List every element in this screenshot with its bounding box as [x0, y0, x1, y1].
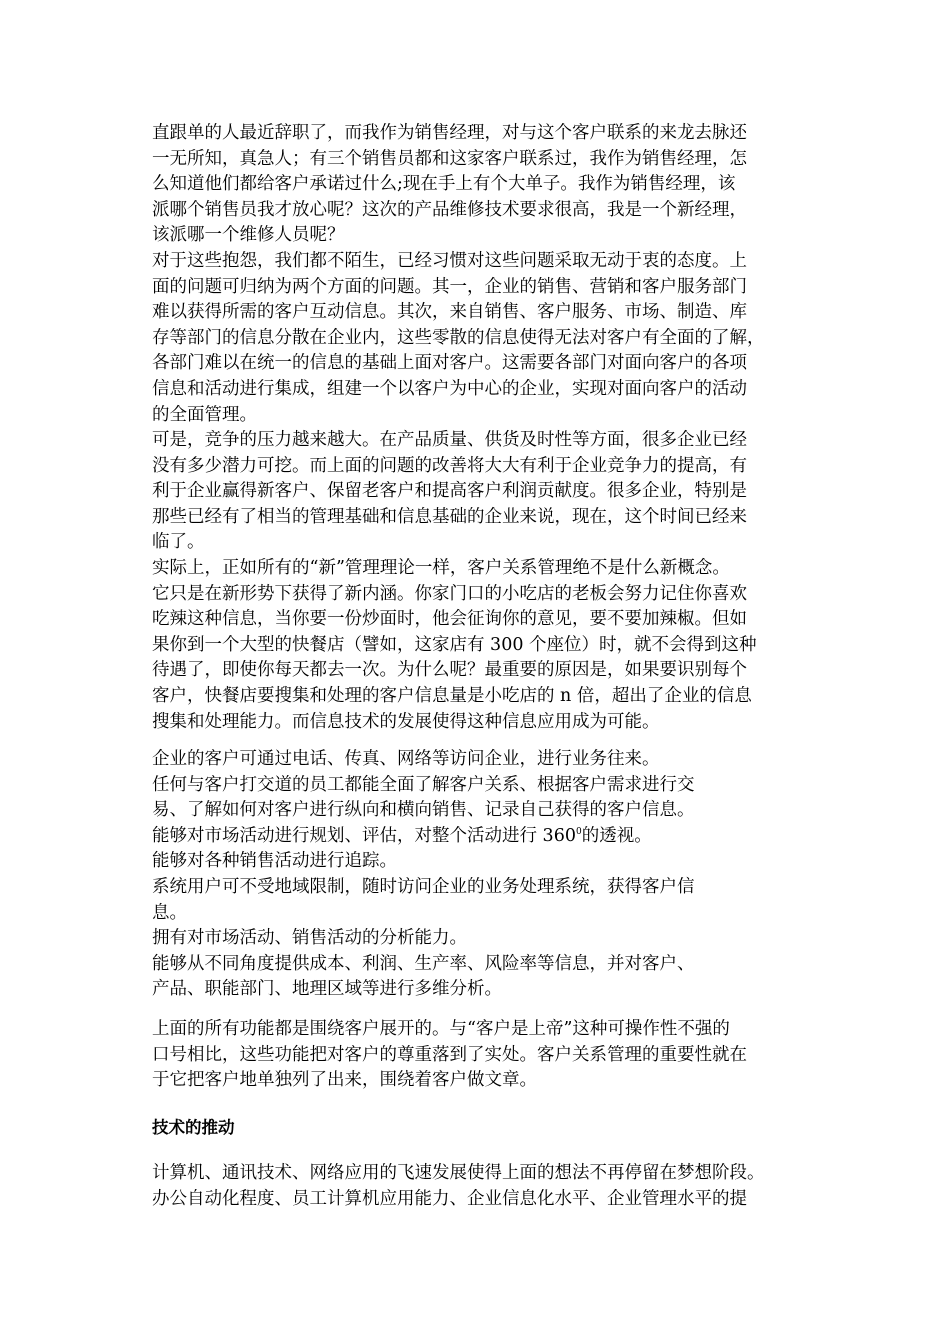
list-item: 产品、职能部门、地理区域等进行多维分析。 [152, 979, 502, 1000]
text-line: 客户，快餐店要搜集和处理的客户信息量是小吃店的 n 倍，超出了企业的信息 [152, 685, 752, 706]
text-line: 它只是在新形势下获得了新内涵。你家门口的小吃店的老板会努力记住你喜欢 [152, 583, 747, 604]
text-line: 果你到一个大型的快餐店（譬如，这家店有 300 个座位）时，就不会得到这种 [152, 634, 757, 655]
list-item: 系统用户可不受地域限制，随时访问企业的业务处理系统，获得客户信 [152, 876, 695, 897]
text-line: 没有多少潜力可挖。而上面的问题的改善将大大有利于企业竞争力的提高，有 [152, 455, 747, 476]
paragraph-concept [152, 556, 832, 735]
degree-superscript: 0 [575, 826, 582, 837]
paragraph-competition [152, 428, 832, 556]
text-line: 么知道他们都给客户承诺过什么;现在手上有个大单子。我作为销售经理，该 [152, 174, 736, 195]
text-line: 派哪个销售员我才放心呢？这次的产品维修技术要求很高，我是一个新经理， [152, 199, 747, 220]
text-line: 办公自动化程度、员工计算机应用能力、企业信息化水平、企业管理水平的提 [152, 1188, 747, 1209]
text-line: 各部门难以在统一的信息的基础上面对客户。这需要各部门对面向客户的各项 [152, 353, 747, 374]
paragraph-technology [152, 1161, 832, 1212]
feature-list [152, 747, 832, 1003]
list-item-tail: 的透视。 [581, 825, 652, 846]
paragraph-problems [152, 249, 832, 428]
text-line: 搜集和处理能力。而信息技术的发展使得这种信息应用成为可能。 [152, 711, 660, 732]
section-heading: 技术的推动 [152, 1118, 235, 1137]
text-line: 一无所知，真急人；有三个销售员都和这家客户联系过，我作为销售经理，怎 [152, 148, 747, 169]
text-line: 实际上，正如所有的“新”管理理论一样，客户关系管理绝不是什么新概念。 [152, 558, 730, 578]
text-line: 临了。 [152, 532, 205, 553]
text-line: 上面的所有功能都是围绕客户展开的。与“客户是上帝”这种可操作性不强的 [152, 1019, 730, 1039]
text-line: 计算机、通讯技术、网络应用的飞速发展使得上面的想法不再停留在梦想阶段。 [152, 1163, 765, 1183]
paragraph-summary [152, 1017, 832, 1094]
text-line: 难以获得所需的客户互动信息。其次，来自销售、客户服务、市场、制造、库 [152, 302, 747, 323]
text-line: 利于企业赢得新客户、保留老客户和提高客户利润贡献度。很多企业，特别是 [152, 481, 747, 502]
text-line: 口号相比，这些功能把对客户的尊重落到了实处。客户关系管理的重要性就在 [152, 1044, 747, 1065]
text-line: 那些已经有了相当的管理基础和信息基础的企业来说，现在，这个时间已经来 [152, 506, 747, 527]
list-item-text: 能够对市场活动进行规划、评估，对整个活动进行 360 [152, 825, 576, 846]
list-item: 能够对各种销售活动进行追踪。 [152, 851, 397, 872]
list-item: 易、了解如何对客户进行纵向和横向销售、记录自己获得的客户信息。 [152, 800, 695, 821]
text-line: 存等部门的信息分散在企业内，这些零散的信息使得无法对客户有全面的了解， [152, 327, 765, 348]
text-line: 于它把客户地单独列了出来，围绕着客户做文章。 [152, 1070, 537, 1091]
list-item: 任何与客户打交道的员工都能全面了解客户关系、根据客户需求进行交 [152, 774, 695, 795]
text-line: 对于这些抱怨，我们都不陌生，已经习惯对这些问题采取无动于衷的态度。上 [152, 251, 747, 271]
text-line: 可是，竞争的压力越来越大。在产品质量、供货及时性等方面，很多企业已经 [152, 430, 747, 450]
list-item: 企业的客户可通过电话、传真、网络等访问企业，进行业务往来。 [152, 749, 660, 769]
paragraph-complaints [152, 121, 832, 249]
text-line: 面的问题可归纳为两个方面的问题。其一，企业的销售、营销和客户服务部门 [152, 276, 747, 297]
text-line: 信息和活动进行集成，组建一个以客户为中心的企业，实现对面向客户的活动 [152, 378, 747, 399]
text-line: 的全面管理。 [152, 404, 257, 425]
list-item [152, 824, 832, 850]
list-item: 能够从不同角度提供成本、利润、生产率、风险率等信息，并对客户、 [152, 953, 695, 974]
text-line: 该派哪一个维修人员呢？ [152, 225, 345, 246]
list-item: 息。 [152, 902, 187, 923]
text-line: 待遇了，即使你每天都去一次。为什么呢？最重要的原因是，如果要识别每个 [152, 660, 747, 681]
text-line: 直跟单的人最近辞职了，而我作为销售经理，对与这个客户联系的来龙去脉还 [152, 123, 747, 143]
text-line: 吃辣这种信息，当你要一份炒面时，他会征询你的意见，要不要加辣椒。但如 [152, 609, 747, 630]
list-item: 拥有对市场活动、销售活动的分析能力。 [152, 928, 467, 949]
